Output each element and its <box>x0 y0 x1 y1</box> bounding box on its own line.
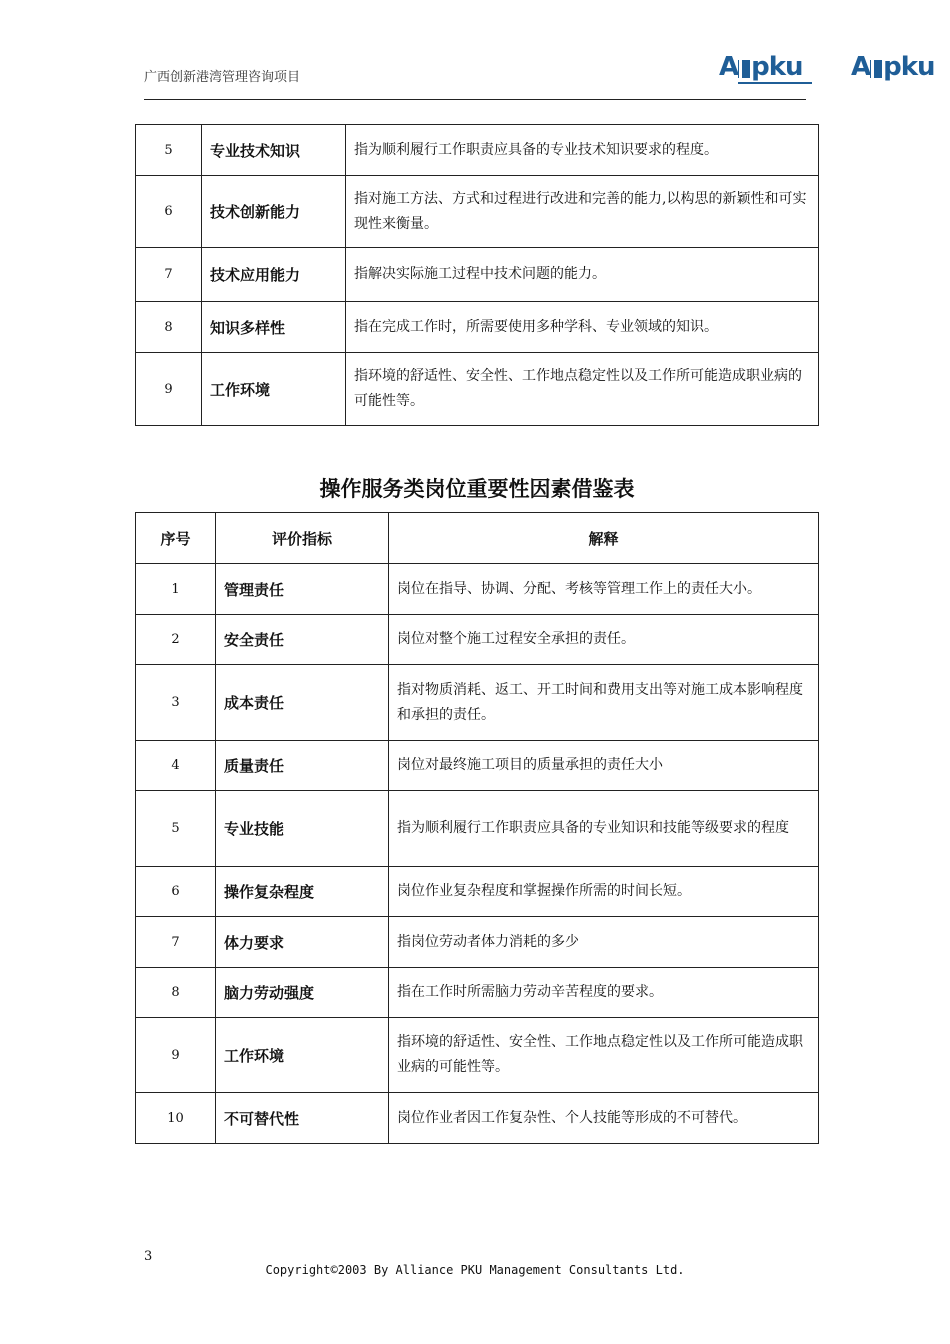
alliance-pku-logo: A pku <box>719 52 803 82</box>
table-row <box>136 615 819 665</box>
factor-description: 岗位对最终施工项目的质量承担的责任大小 <box>389 741 819 791</box>
header-number: 序号 <box>136 513 216 564</box>
factor-name: 专业技术知识 <box>202 125 346 176</box>
table-row <box>136 176 819 248</box>
copyright-footer: Copyright©2003 By Alliance PKU Management Consultants Ltd. <box>265 1263 685 1277</box>
header-explanation: 解释 <box>389 513 819 564</box>
factor-description: 指为顺利履行工作职责应具备的专业知识和技能等级要求的程度 <box>389 791 819 867</box>
row-number: 7 <box>136 248 202 302</box>
table-row <box>136 564 819 615</box>
factor-description: 指为顺利履行工作职责应具备的专业技术知识要求的程度。 <box>346 125 819 176</box>
factor-description: 岗位作业者因工作复杂性、个人技能等形成的不可替代。 <box>389 1093 819 1144</box>
row-number: 10 <box>136 1093 216 1144</box>
table-row <box>136 1093 819 1144</box>
factor-name: 技术创新能力 <box>202 176 346 248</box>
row-number: 5 <box>136 791 216 867</box>
factor-description: 指环境的舒适性、安全性、工作地点稳定性以及工作所可能造成职业病的可能性等。 <box>389 1018 819 1093</box>
factor-name: 安全责任 <box>216 615 389 665</box>
factor-description: 岗位作业复杂程度和掌握操作所需的时间长短。 <box>389 867 819 917</box>
row-number: 6 <box>136 176 202 248</box>
factor-name: 体力要求 <box>216 917 389 968</box>
factor-name: 不可替代性 <box>216 1093 389 1144</box>
table-row <box>136 867 819 917</box>
header-divider <box>144 99 806 100</box>
factor-description: 指解决实际施工过程中技术问题的能力。 <box>346 248 819 302</box>
table-row <box>136 917 819 968</box>
table-row <box>136 1018 819 1093</box>
row-number: 7 <box>136 917 216 968</box>
row-number: 6 <box>136 867 216 917</box>
table-title: 操作服务类岗位重要性因素借鉴表 <box>319 477 635 501</box>
operation-service-factor-table <box>135 512 819 1144</box>
factor-description: 岗位在指导、协调、分配、考核等管理工作上的责任大小。 <box>389 564 819 615</box>
factor-name: 管理责任 <box>216 564 389 615</box>
table-row <box>136 302 819 353</box>
header-project-title: 广西创新港湾管理咨询项目 <box>144 70 301 85</box>
row-number: 9 <box>136 353 202 426</box>
row-number: 2 <box>136 615 216 665</box>
factor-description: 指在完成工作时，所需要使用多种学科、专业领域的知识。 <box>346 302 819 353</box>
table-row <box>136 125 819 176</box>
factor-name: 工作环境 <box>216 1018 389 1093</box>
factor-description: 指环境的舒适性、安全性、工作地点稳定性以及工作所可能造成职业病的可能性等。 <box>346 353 819 426</box>
logo-underline <box>738 82 812 84</box>
row-number: 3 <box>136 665 216 741</box>
factor-name: 知识多样性 <box>202 302 346 353</box>
table-row <box>136 968 819 1018</box>
table-row <box>136 741 819 791</box>
factor-table-continued <box>135 124 819 426</box>
row-number: 1 <box>136 564 216 615</box>
factor-description: 指对施工方法、方式和过程进行改进和完善的能力,以构思的新颖性和可实现性来衡量。 <box>346 176 819 248</box>
factor-description: 指对物质消耗、返工、开工时间和费用支出等对施工成本影响程度和承担的责任。 <box>389 665 819 741</box>
table-row <box>136 665 819 741</box>
factor-name: 成本责任 <box>216 665 389 741</box>
table-row <box>136 353 819 426</box>
table-row <box>136 248 819 302</box>
factor-description: 指在工作时所需脑力劳动辛苦程度的要求。 <box>389 968 819 1018</box>
factor-name: 工作环境 <box>202 353 346 426</box>
factor-description: 指岗位劳动者体力消耗的多少 <box>389 917 819 968</box>
alliance-pku-logo-secondary: A pku <box>851 52 935 82</box>
factor-description: 岗位对整个施工过程安全承担的责任。 <box>389 615 819 665</box>
factor-name: 脑力劳动强度 <box>216 968 389 1018</box>
row-number: 5 <box>136 125 202 176</box>
row-number: 8 <box>136 302 202 353</box>
factor-name: 技术应用能力 <box>202 248 346 302</box>
factor-name: 专业技能 <box>216 791 389 867</box>
row-number: 4 <box>136 741 216 791</box>
row-number: 8 <box>136 968 216 1018</box>
header-indicator: 评价指标 <box>216 513 389 564</box>
row-number: 9 <box>136 1018 216 1093</box>
factor-name: 操作复杂程度 <box>216 867 389 917</box>
table-row <box>136 791 819 867</box>
page-number: 3 <box>144 1249 153 1264</box>
factor-name: 质量责任 <box>216 741 389 791</box>
table-header-row <box>136 513 819 564</box>
